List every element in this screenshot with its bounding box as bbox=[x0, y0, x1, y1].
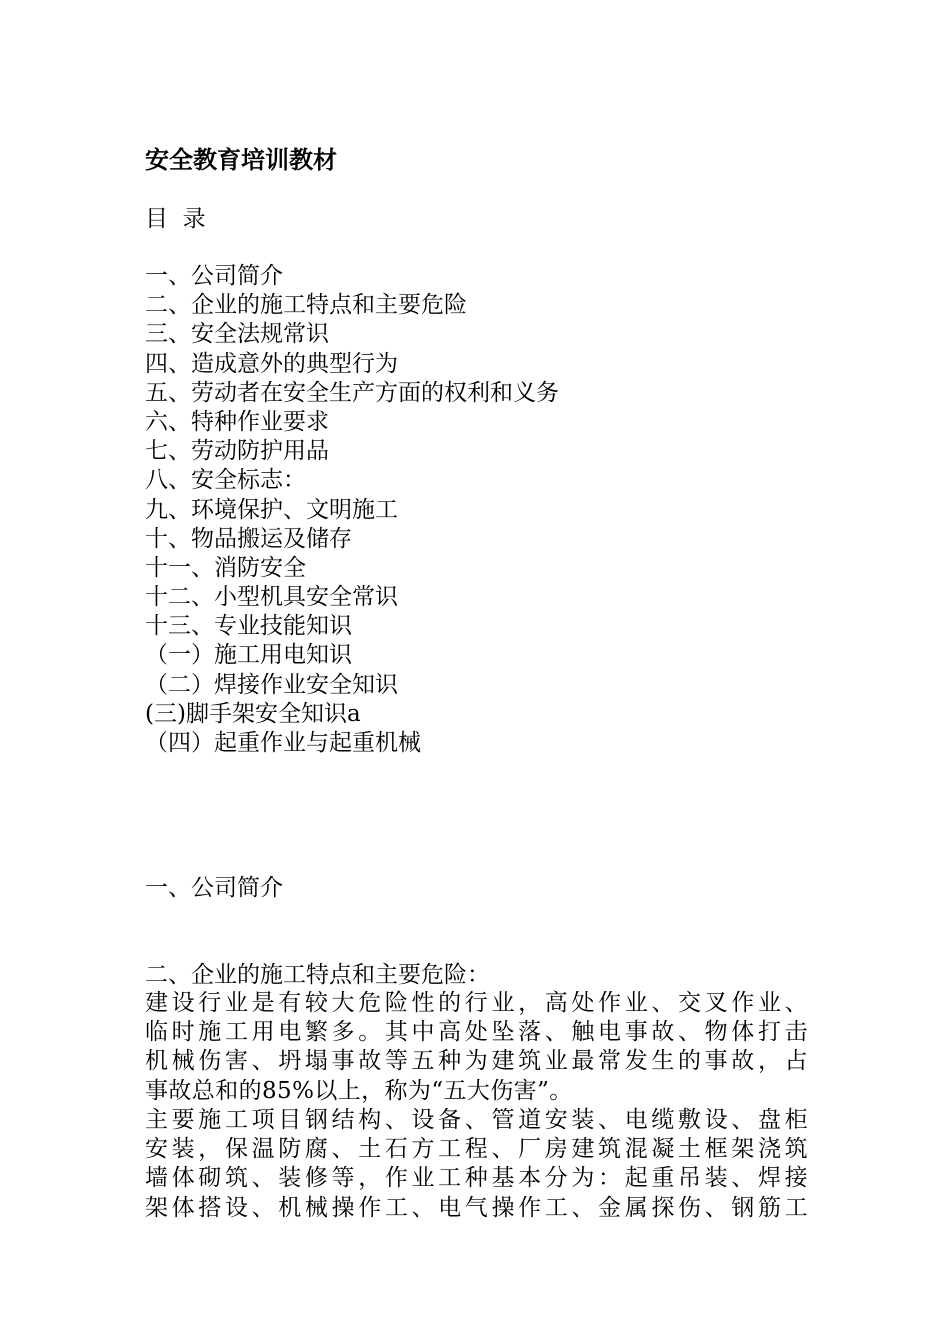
toc-item: 十、物品搬运及储存 bbox=[145, 525, 352, 552]
paragraph-line: 墙体砌筑、装修等，作业工种基本分为：起重吊装、焊接 bbox=[145, 1165, 808, 1192]
toc-item: 五、劳动者在安全生产方面的权利和义务 bbox=[145, 379, 559, 406]
paragraph-line: 事故总和的85%以上，称为“五大伤害”。 bbox=[145, 1077, 573, 1104]
toc-item: 十一、消防安全 bbox=[145, 554, 306, 581]
section-2-paragraph-2 bbox=[145, 1106, 808, 1223]
toc-item: 三、安全法规常识 bbox=[145, 321, 329, 348]
paragraph-line: 临时施工用电繁多。其中高处坠落、触电事故、物体打击 bbox=[145, 1019, 808, 1046]
toc-item: 八、安全标志： bbox=[145, 467, 306, 494]
toc-item: 六、特种作业要求 bbox=[145, 408, 329, 435]
table-of-contents bbox=[145, 262, 559, 758]
toc-item: 十二、小型机具安全常识 bbox=[145, 584, 398, 611]
paragraph-line: 安装，保温防腐、土石方工程、厂房建筑混凝土框架浇筑 bbox=[145, 1136, 808, 1163]
toc-item: 四、造成意外的典型行为 bbox=[145, 350, 398, 377]
section-1-heading: 一、公司简介 bbox=[145, 875, 283, 901]
toc-item: 十三、专业技能知识 bbox=[145, 613, 352, 640]
toc-item: 九、环境保护、文明施工 bbox=[145, 496, 398, 523]
toc-item: (三)脚手架安全知识a bbox=[145, 700, 361, 727]
paragraph-line: 建设行业是有较大危险性的行业，高处作业、交叉作业、 bbox=[145, 990, 808, 1016]
document-title: 安全教育培训教材 bbox=[145, 145, 337, 174]
paragraph-line: 机械伤害、坍塌事故等五种为建筑业最常发生的事故，占 bbox=[145, 1048, 808, 1075]
toc-item: 七、劳动防护用品 bbox=[145, 438, 329, 465]
paragraph-line: 架体搭设、机械操作工、电气操作工、金属探伤、钢筋工 bbox=[145, 1194, 808, 1221]
toc-heading: 目 录 bbox=[145, 206, 206, 232]
toc-item: 二、企业的施工特点和主要危险 bbox=[145, 292, 467, 319]
toc-item: 一、公司简介 bbox=[145, 263, 283, 289]
toc-item: （二）焊接作业安全知识 bbox=[145, 671, 398, 698]
toc-item: （一）施工用电知识 bbox=[145, 642, 352, 669]
toc-item: （四）起重作业与起重机械 bbox=[145, 730, 421, 756]
paragraph-line: 主要施工项目钢结构、设备、管道安装、电缆敷设、盘柜 bbox=[145, 1107, 808, 1133]
section-2-heading: 二、企业的施工特点和主要危险： bbox=[145, 962, 490, 988]
section-2-paragraph-1 bbox=[145, 989, 808, 1106]
